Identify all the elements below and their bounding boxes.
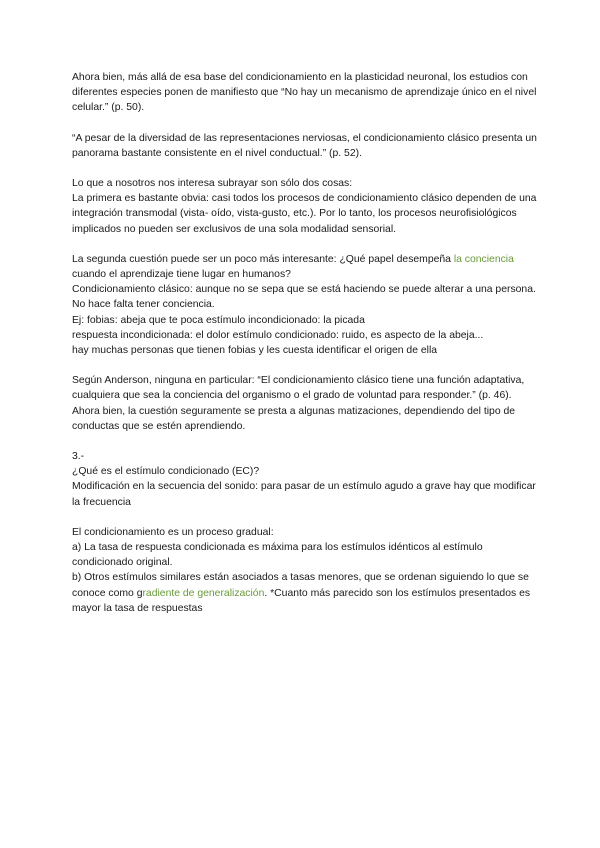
paragraph-intro: Lo que a nosotros nos interesa subrayar son sólo dos cosas: (72, 178, 353, 190)
line-respuesta: respuesta incondicionada: el dolor estímulo condicionado: ruido, es aspecto de la abeja... (72, 329, 484, 341)
line-ejemplo: Ej: fobias: abeja que te poca estímulo incondicionado: la picada (72, 314, 365, 326)
question-answer: Modificación en la secuencia del sonido: para pasar de un estímulo agudo a grave hay que modificar la frecuencia (72, 481, 536, 508)
paragraph-segunda: La segunda cuestión puede ser un poco más interesante: ¿Qué papel desempeña la conciencia cuando el aprendizaje tiene lugar en humanos? (72, 253, 514, 281)
line-fobias: hay muchas personas que tienen fobias y les cuesta identificar el origen de ella (72, 345, 438, 357)
paragraph-primera: La primera es bastante obvia: casi todos los procesos de condicionamiento clásico dependen de una integración transmodal (vista- oído, vista-gusto, etc.). Por lo tanto, los procesos neurofisiológicos implicados no pueden ser exclusivos de una sola modalidad sensorial. (72, 193, 537, 235)
question: ¿Qué es el estímulo condicionado (EC)? (72, 466, 260, 478)
paragraph-matizaciones: Ahora bien, la cuestión seguramente se presta a algunas matizaciones, dependiendo del tipo de conductas que se estén aprendiendo. (72, 405, 516, 432)
list-item-a: a) La tasa de respuesta condicionada es máxima para los estímulos idénticos al estímulo condicionado original. (72, 542, 483, 569)
line-condicionamiento: Condicionamiento clásico: aunque no se sepa que se está haciendo se puede alterar a una persona. No hace falta tener conciencia. (72, 284, 536, 311)
paragraph-quote: “A pesar de la diversidad de las representaciones nerviosas, el condicionamiento clásico presenta un panorama bastante consistente en el nivel conductual.” (p. 52). (72, 132, 537, 159)
paragraph-anderson: Según Anderson, ninguna en particular: “El condicionamiento clásico tiene una función adaptativa, cualquiera que sea la conciencia del organismo o el grado de voluntad para responder.” (p. 46). (72, 375, 525, 402)
section-number: 3.- (72, 451, 85, 463)
paragraph-plasticidad: Ahora bien, más allá de esa base del condicionamiento en la plasticidad neuronal, los estudios con diferentes especies ponen de manifiesto que “No hay un mecanismo de aprendizaje único en el nivel celular.” (p. 50). (72, 72, 537, 114)
paragraph-gradual: El condicionamiento es un proceso gradual: (72, 526, 274, 538)
document-body (72, 70, 542, 616)
highlight-conciencia: la conciencia (453, 253, 514, 265)
highlight-gradiente: radiente de generalización (142, 587, 265, 599)
list-item-b: b) Otros estímulos similares están asociados a tasas menores, que se ordenan siguiendo lo que se conoce como gradiente de generalización. *Cuanto más parecido son los estímulos presentados es mayor la tasa de respuestas (72, 572, 531, 614)
